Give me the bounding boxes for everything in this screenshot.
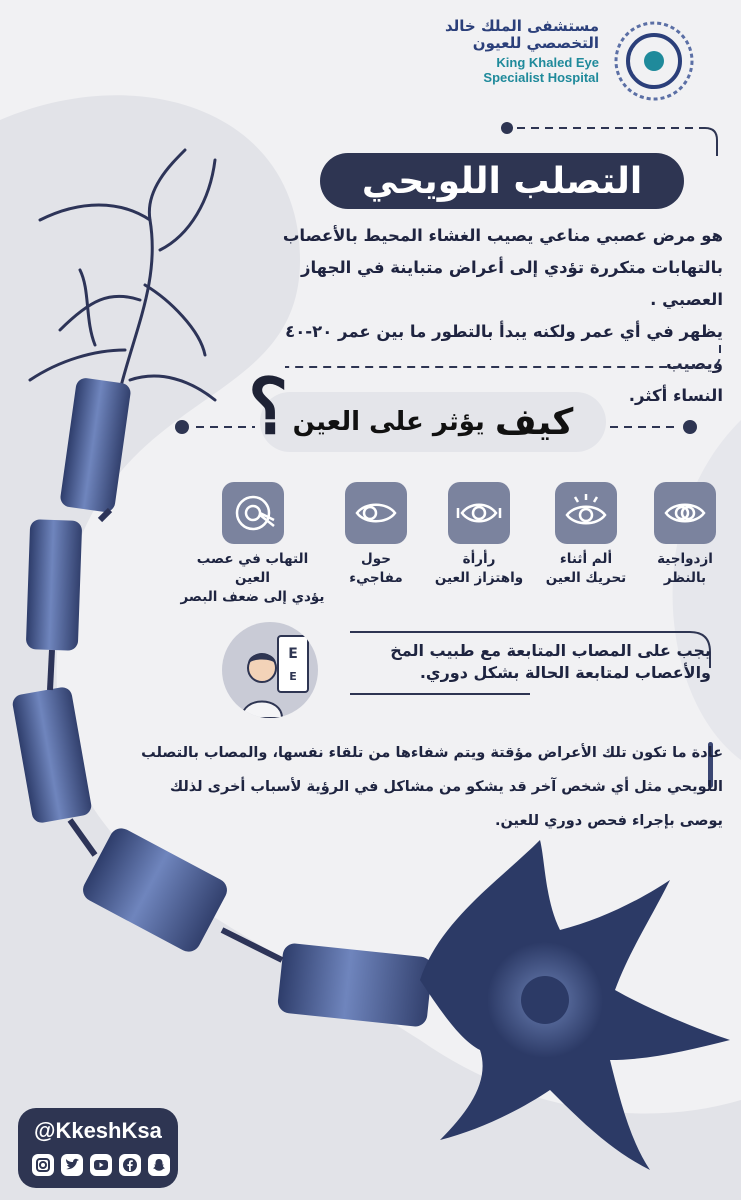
svg-text:E: E	[289, 670, 297, 683]
how-it-affects-eye-heading	[260, 392, 606, 452]
double-vision-icon	[654, 482, 716, 544]
symptom-label-nystagmus: رأرأة واهتزاز العين	[434, 551, 524, 586]
snapchat-icon[interactable]	[148, 1154, 170, 1176]
doctor-eye-chart-icon	[222, 622, 318, 718]
hospital-name-arabic: مستشفى الملك خالد التخصصي للعيون	[444, 17, 599, 52]
social-media-badge	[18, 1108, 178, 1188]
eye-pain-icon	[555, 482, 617, 544]
followup-line: والأعصاب لمتابعة الحالة بشكل دوري.	[419, 663, 711, 682]
description-line: هو مرض عصبي مناعي يصيب الغشاء المحيط بالأعصاب	[282, 226, 723, 245]
question-mark-icon: ؟	[248, 362, 289, 451]
twitter-icon[interactable]	[61, 1154, 83, 1176]
note-text	[133, 736, 723, 838]
squint-eye-icon	[345, 482, 407, 544]
facebook-icon[interactable]	[119, 1154, 141, 1176]
note-line: يوصى بإجراء فحص دوري للعين.	[495, 813, 723, 829]
symptom-label-optic-neuritis: التهاب في عصب العين يؤدي إلى ضعف البصر	[180, 551, 325, 605]
optic-nerve-icon	[222, 482, 284, 544]
title-connector-line	[495, 118, 725, 158]
note-line: اللويحي مثل أي شخص آخر قد يشكو من مشاكل في الرؤية لأسباب أخرى لذلك	[169, 779, 723, 795]
page-title: التصلب اللويحي	[320, 153, 684, 209]
hospital-logo-icon	[611, 18, 697, 104]
description-line: النساء أكثر.	[628, 386, 723, 405]
instagram-icon[interactable]	[32, 1154, 54, 1176]
svg-text:E: E	[288, 646, 298, 662]
followup-line: يجب على المصاب المتابعة مع طبيب المخ	[390, 641, 711, 660]
nystagmus-icon	[448, 482, 510, 544]
hospital-name-en-line2: Specialist Hospital	[483, 70, 599, 85]
hospital-name-en-line1: King Khaled Eye	[496, 55, 599, 70]
symptom-label-double-vision: ازدواجية بالنظر	[657, 551, 713, 586]
followup-text	[351, 640, 711, 684]
hospital-name-english	[429, 55, 599, 85]
symptom-label-eye-pain: ألم أثناء تحريك العين	[545, 551, 627, 586]
symptom-label-squint: حول مفاجيء	[349, 551, 403, 586]
social-icons-row	[32, 1154, 170, 1176]
social-handle[interactable]: @KkeshKsa	[34, 1118, 162, 1143]
how-heading-strong: كيف	[494, 401, 574, 443]
how-heading-rest: يؤثر على العين	[292, 407, 485, 437]
youtube-icon[interactable]	[90, 1154, 112, 1176]
description-line: يظهر في أي عمر ولكنه يبدأ بالتطور ما بين عمر ٢٠-٤٠ ويصيب	[285, 322, 723, 373]
description-line: بالتهابات متكررة تؤدي إلى أعراض متباينة في الجهاز العصبي .	[300, 258, 723, 309]
note-line: عادة ما تكون تلك الأعراض مؤقتة ويتم شفاءها من تلقاء نفسها، والمصاب بالتصلب	[141, 745, 723, 761]
